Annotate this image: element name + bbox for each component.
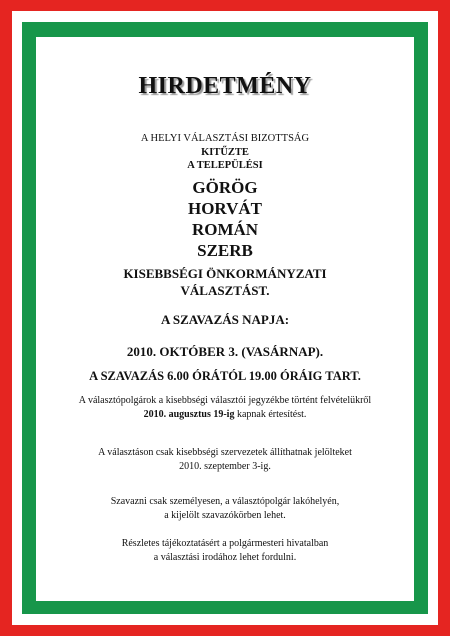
notice-voting-line1: Szavazni csak személyesen, a választópolgár lakóhelyén, <box>110 496 340 507</box>
voting-day-label: A SZAVAZÁS NAPJA: <box>160 312 290 327</box>
announcement-poster <box>36 37 414 601</box>
notice-register-date: 2010. augusztus 19-ig <box>143 409 235 420</box>
election-type-line2: VÁLASZTÁST. <box>180 283 270 298</box>
minority-serbian: SZERB <box>197 241 253 260</box>
poster-title: HIRDETMÉNY <box>138 73 312 99</box>
minority-greek: GÖRÖG <box>192 178 258 197</box>
notice-register-line1: A választópolgárok a kisebbségi választói jegyzékbe történt felvételükről <box>78 395 372 406</box>
notice-candidates-line1: A választáson csak kisebbségi szervezetek állíthatnak jelölteket <box>98 447 352 458</box>
notice-voting-line2: a kijelölt szavazókörben lehet. <box>164 510 286 521</box>
minority-romanian: ROMÁN <box>191 220 259 239</box>
notice-info-line2: a választási irodához lehet fordulni. <box>153 552 297 563</box>
intro-announced: KITŰZTE <box>201 147 249 158</box>
minority-croatian: HORVÁT <box>187 199 263 218</box>
notice-register-rest: kapnak értesítést. <box>234 409 307 420</box>
intro-municipal: A TELEPÜLÉSI <box>187 160 263 171</box>
voting-date: 2010. OKTÓBER 3. (VASÁRNAP). <box>126 344 324 359</box>
notice-info-line1: Részletes tájékoztatásért a polgármesteri hivatalban <box>121 538 329 549</box>
intro-committee: A HELYI VÁLASZTÁSI BIZOTTSÁG <box>140 133 310 144</box>
notice-candidates-line2: 2010. szeptember 3-ig. <box>179 461 271 472</box>
notice-register-line2 <box>36 410 414 420</box>
voting-hours: A SZAVAZÁS 6.00 ÓRÁTÓL 19.00 ÓRÁIG TART. <box>89 369 361 383</box>
election-type-line1: KISEBBSÉGI ÖNKORMÁNYZATI <box>123 266 327 281</box>
